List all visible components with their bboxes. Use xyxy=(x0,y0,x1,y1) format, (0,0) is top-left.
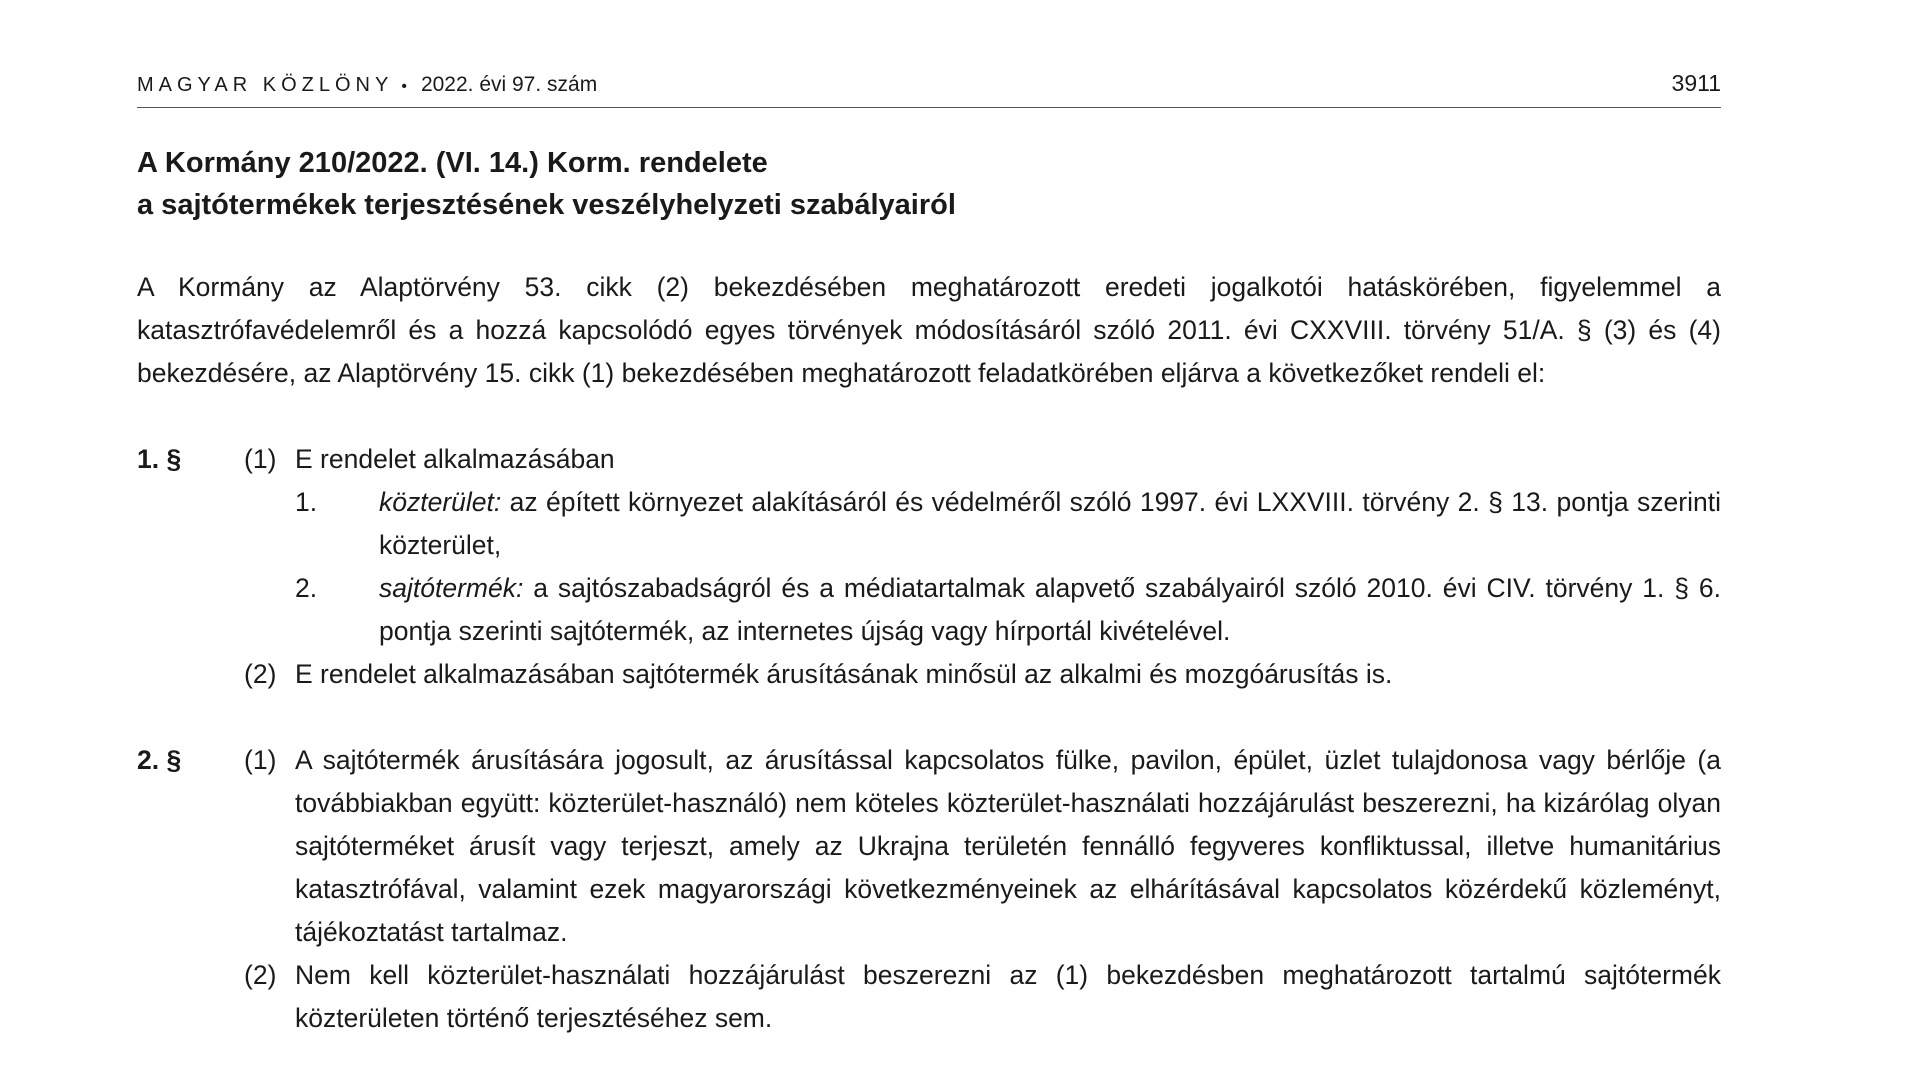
page-header xyxy=(137,70,1721,108)
point-text xyxy=(379,481,1721,567)
title-line-2: a sajtótermékek terjesztésének veszélyhelyzeti szabályairól xyxy=(137,189,956,221)
point-number: 1. xyxy=(295,487,318,517)
title-line-1: A Kormány 210/2022. (VI. 14.) Korm. rendelete xyxy=(137,147,768,179)
paragraph-1-1 xyxy=(137,438,1721,481)
section-1 xyxy=(137,438,1721,696)
journal-name: MAGYAR KÖZLÖNY xyxy=(137,74,394,96)
section-2 xyxy=(137,739,1721,1040)
point-number: 2. xyxy=(295,573,318,603)
point-1-1-2 xyxy=(137,567,1721,653)
point-text xyxy=(379,567,1721,653)
issue-number: 2022. évi 97. szám xyxy=(420,73,598,96)
paragraph-number: (2) xyxy=(244,960,277,990)
point-1-1-1 xyxy=(137,481,1721,567)
document-page xyxy=(137,70,1721,1040)
section-label: 2. § xyxy=(137,745,182,775)
paragraph-2-1 xyxy=(137,739,1721,954)
definition-text: a sajtószabadságról és a médiatartalmak alapvető szabályairól szóló 2010. évi CIV. törvény 1. § 6. pontja szerinti sajtótermék, az internetes újság vagy hírportál kivételével. xyxy=(379,573,1721,646)
preamble: A Kormány az Alaptörvény 53. cikk (2) bekezdésében meghatározott eredeti jogalkotói hatáskörében, figyelemmel a katasztrófavédelemről és a hozzá kapcsolódó egyes törvények módosításáról szóló 2011. évi CXXVIII. törvény 51/A. § (3) és (4) bekezdésére, az Alaptörvény 15. cikk (1) bekezdésében meghatározott feladatkörében eljárva a következőket rendeli el: xyxy=(137,272,1721,388)
paragraph-text: E rendelet alkalmazásában xyxy=(295,444,615,474)
paragraph-text: E rendelet alkalmazásában sajtótermék árusításának minősül az alkalmi és mozgóárusítás is. xyxy=(295,659,1393,689)
paragraph-number: (1) xyxy=(244,444,277,474)
header-left xyxy=(137,73,597,97)
header-bullet: • xyxy=(401,78,407,95)
paragraph-1-2 xyxy=(137,653,1721,696)
section-label: 1. § xyxy=(137,444,182,474)
paragraph-number: (2) xyxy=(244,659,277,689)
defined-term: sajtótermék: xyxy=(379,573,524,603)
paragraph-text: A sajtótermék árusítására jogosult, az árusítással kapcsolatos fülke, pavilon, épület, üzlet tulajdonosa vagy bérlője (a továbbiakban együtt: közterület-használó) nem köteles közterület-használati hozzájárulást beszerezni, ha kizárólag olyan sajtóterméket árusít vagy terjeszt, amely az Ukrajna területén fennálló fegyveres konfliktussal, illetve humanitárius katasztrófával, valamint ezek magyarországi következményeinek az elhárításával kapcsolatos közérdekű közleményt, tájékoztatást tartalmaz. xyxy=(295,745,1721,947)
paragraph-2-2 xyxy=(137,954,1721,1040)
defined-term: közterület: xyxy=(379,487,502,517)
paragraph-number: (1) xyxy=(244,745,277,775)
paragraph-text: Nem kell közterület-használati hozzájárulást beszerezni az (1) bekezdésben meghatározott tartalmú sajtótermék közterületen történő terjesztéséhez sem. xyxy=(295,960,1721,1033)
decree-title xyxy=(137,142,1721,226)
definition-text: az épített környezet alakításáról és védelméről szóló 1997. évi LXXVIII. törvény 2. § 13. pontja szerinti közterület, xyxy=(379,487,1721,560)
page-number: 3911 xyxy=(1671,70,1721,96)
